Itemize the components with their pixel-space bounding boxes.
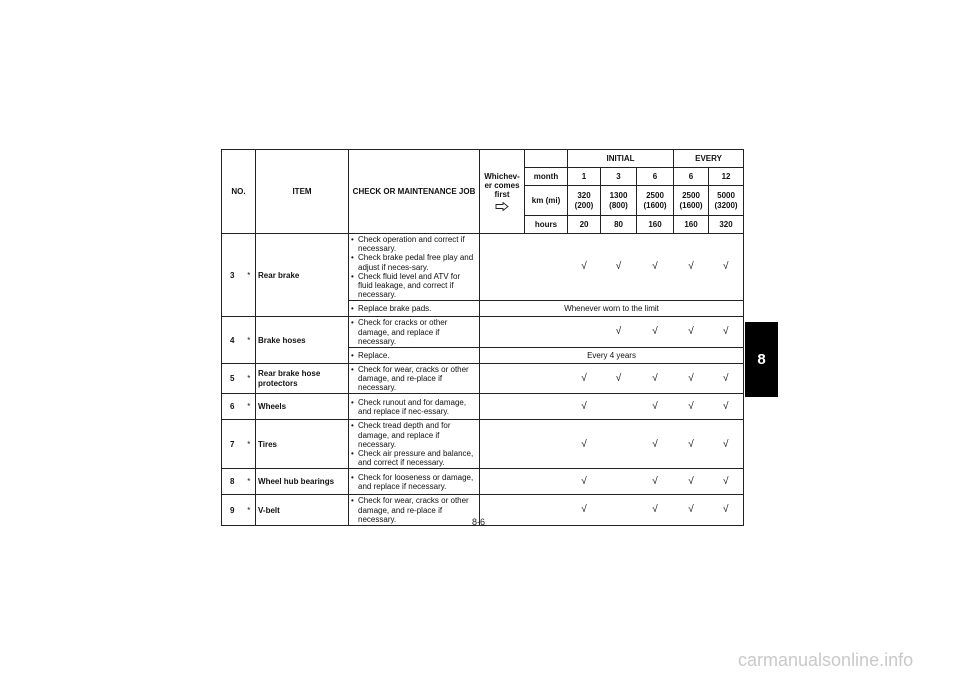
check-cell — [637, 317, 674, 348]
check-mark: √ — [652, 372, 658, 384]
job-list — [351, 398, 477, 416]
check-mark: √ — [723, 401, 729, 413]
check-mark: √ — [723, 504, 729, 516]
job-cell — [349, 317, 480, 348]
job-item: • Check for wear, cracks or other damage, and re-place if necessary. — [351, 496, 477, 524]
item-name: Rear brake — [256, 234, 349, 317]
job-item: • Check for wear, cracks or other damage, and re-place if necessary. — [351, 365, 477, 393]
row-number: 9 — [222, 495, 243, 526]
check-mark: √ — [652, 438, 658, 450]
table-row — [222, 363, 744, 394]
check-cell — [601, 495, 637, 526]
job-list — [351, 473, 477, 491]
check-cell — [674, 495, 709, 526]
row-number: 7 — [222, 420, 243, 469]
table-row — [222, 234, 744, 301]
table-row — [222, 420, 744, 469]
check-mark: √ — [688, 476, 694, 488]
check-mark: √ — [723, 476, 729, 488]
check-cell — [709, 469, 744, 495]
check-mark: √ — [615, 261, 622, 273]
job-item: • Check fluid level and ATV for fluid leakage, and correct if necessary. — [351, 272, 477, 300]
km-value: 320 (200) — [568, 186, 601, 216]
row-number: 5 — [222, 363, 243, 394]
job-list — [351, 351, 477, 360]
interval-note: Every 4 years — [480, 347, 744, 363]
job-cell — [349, 394, 480, 420]
page-number: 8-6 — [472, 517, 486, 527]
row-number: 6 — [222, 394, 243, 420]
job-list — [351, 318, 477, 346]
maintenance-table — [221, 149, 744, 526]
asterisk-mark: * — [243, 234, 256, 317]
header-blank — [525, 150, 568, 168]
check-mark: √ — [581, 504, 587, 516]
job-list — [351, 421, 477, 467]
check-cell — [601, 234, 637, 301]
check-cell — [674, 363, 709, 394]
check-cell — [601, 317, 637, 348]
km-value: 2500 (1600) — [674, 186, 709, 216]
job-list — [351, 235, 477, 299]
job-item: • Check for cracks or other damage, and replace if necessary. — [351, 318, 477, 346]
check-mark: √ — [652, 504, 658, 516]
check-mark: √ — [615, 372, 622, 384]
hours-value: 320 — [709, 216, 744, 234]
blank-cell — [480, 469, 568, 495]
blank-cell — [480, 394, 568, 420]
table-header — [222, 150, 744, 234]
check-cell — [674, 317, 709, 348]
check-cell — [674, 420, 709, 469]
month-value: 6 — [674, 168, 709, 186]
check-cell — [568, 469, 601, 495]
job-cell — [349, 495, 480, 526]
hours-value: 160 — [674, 216, 709, 234]
check-mark: √ — [581, 438, 587, 450]
check-cell — [568, 394, 601, 420]
check-mark: √ — [581, 476, 587, 488]
item-name: Brake hoses — [256, 317, 349, 364]
item-name: Rear brake hose protectors — [256, 363, 349, 394]
header-no: NO. — [222, 150, 256, 234]
check-mark: √ — [723, 372, 729, 384]
job-item: • Check operation and correct if necessary. — [351, 235, 477, 253]
asterisk-mark: * — [243, 394, 256, 420]
table-row — [222, 317, 744, 348]
job-list — [351, 496, 477, 524]
check-cell — [637, 394, 674, 420]
month-value: 12 — [709, 168, 744, 186]
job-item: • Replace. — [351, 351, 477, 360]
month-value: 1 — [568, 168, 601, 186]
watermark: carmanualsonline.info — [738, 650, 914, 670]
item-name: Tires — [256, 420, 349, 469]
asterisk-mark: * — [243, 363, 256, 394]
chapter-tab — [745, 322, 778, 397]
job-cell — [349, 347, 480, 363]
check-mark: √ — [688, 401, 694, 413]
job-cell — [349, 301, 480, 317]
job-item: • Replace brake pads. — [351, 304, 477, 313]
check-cell — [709, 363, 744, 394]
blank-cell — [480, 420, 568, 469]
asterisk-mark: * — [243, 317, 256, 364]
asterisk-mark: * — [243, 469, 256, 495]
check-mark: √ — [688, 326, 694, 338]
check-mark: √ — [688, 372, 694, 384]
km-value: 5000 (3200) — [709, 186, 744, 216]
job-cell — [349, 363, 480, 394]
job-item: • Check runout and for damage, and replace if nec-essary. — [351, 398, 477, 416]
job-list — [351, 365, 477, 393]
check-cell — [637, 495, 674, 526]
header-job: CHECK OR MAINTENANCE JOB — [349, 150, 480, 234]
header-every: EVERY — [674, 150, 744, 168]
job-item: • Check air pressure and balance, and correct if necessary. — [351, 449, 477, 467]
blank-cell — [480, 317, 568, 348]
job-list — [351, 304, 477, 313]
check-cell — [674, 469, 709, 495]
km-label: km (mi) — [525, 186, 568, 216]
check-mark: √ — [723, 438, 729, 450]
blank-cell — [480, 495, 568, 526]
check-mark: √ — [581, 401, 587, 413]
check-mark: √ — [652, 476, 658, 488]
check-mark: √ — [581, 261, 587, 273]
table-row — [222, 469, 744, 495]
check-cell — [709, 420, 744, 469]
check-cell — [601, 394, 637, 420]
check-cell — [637, 469, 674, 495]
check-cell — [601, 469, 637, 495]
check-cell — [568, 363, 601, 394]
check-mark: √ — [688, 504, 694, 516]
km-value: 1300 (800) — [601, 186, 637, 216]
check-mark: √ — [581, 372, 587, 384]
job-cell — [349, 234, 480, 301]
check-cell — [637, 420, 674, 469]
blank-cell — [480, 234, 568, 301]
month-label: month — [525, 168, 568, 186]
check-mark: √ — [688, 438, 694, 450]
table-row — [222, 394, 744, 420]
header-whichever — [480, 150, 525, 234]
job-cell — [349, 420, 480, 469]
check-cell — [674, 234, 709, 301]
asterisk-mark: * — [243, 495, 256, 526]
check-cell — [568, 317, 601, 348]
whichever-label: Whichev-er comes first — [484, 171, 520, 200]
arrow-right-icon — [495, 202, 509, 211]
header-initial: INITIAL — [568, 150, 674, 168]
check-cell — [709, 317, 744, 348]
table-body — [222, 234, 744, 526]
hours-value: 20 — [568, 216, 601, 234]
check-mark: √ — [723, 261, 729, 273]
check-cell — [568, 234, 601, 301]
job-item: • Check brake pedal free play and adjust if neces-sary. — [351, 253, 477, 271]
check-cell — [709, 495, 744, 526]
interval-note: Whenever worn to the limit — [480, 301, 744, 317]
check-cell — [709, 394, 744, 420]
check-cell — [568, 495, 601, 526]
job-item: • Check for looseness or damage, and replace if necessary. — [351, 473, 477, 491]
check-cell — [674, 394, 709, 420]
row-number: 8 — [222, 469, 243, 495]
check-cell — [601, 363, 637, 394]
job-item: • Check tread depth and for damage, and replace if necessary. — [351, 421, 477, 449]
check-cell — [637, 363, 674, 394]
blank-cell — [480, 363, 568, 394]
check-mark: √ — [688, 261, 694, 273]
job-cell — [349, 469, 480, 495]
check-cell — [637, 234, 674, 301]
row-number: 3 — [222, 234, 243, 317]
hours-label: hours — [525, 216, 568, 234]
item-name: Wheel hub bearings — [256, 469, 349, 495]
item-name: V-belt — [256, 495, 349, 526]
check-mark: √ — [723, 326, 729, 338]
check-mark: √ — [652, 261, 658, 273]
asterisk-mark: * — [243, 420, 256, 469]
chapter-tab-label: 8 — [757, 351, 766, 368]
month-value: 3 — [601, 168, 637, 186]
item-name: Wheels — [256, 394, 349, 420]
hours-value: 80 — [601, 216, 637, 234]
check-mark: √ — [652, 401, 658, 413]
km-value: 2500 (1600) — [637, 186, 674, 216]
check-cell — [568, 420, 601, 469]
check-mark: √ — [615, 326, 622, 338]
month-value: 6 — [637, 168, 674, 186]
check-mark: √ — [652, 326, 658, 338]
row-number: 4 — [222, 317, 243, 364]
hours-value: 160 — [637, 216, 674, 234]
check-cell — [601, 420, 637, 469]
check-cell — [709, 234, 744, 301]
header-item: ITEM — [256, 150, 349, 234]
